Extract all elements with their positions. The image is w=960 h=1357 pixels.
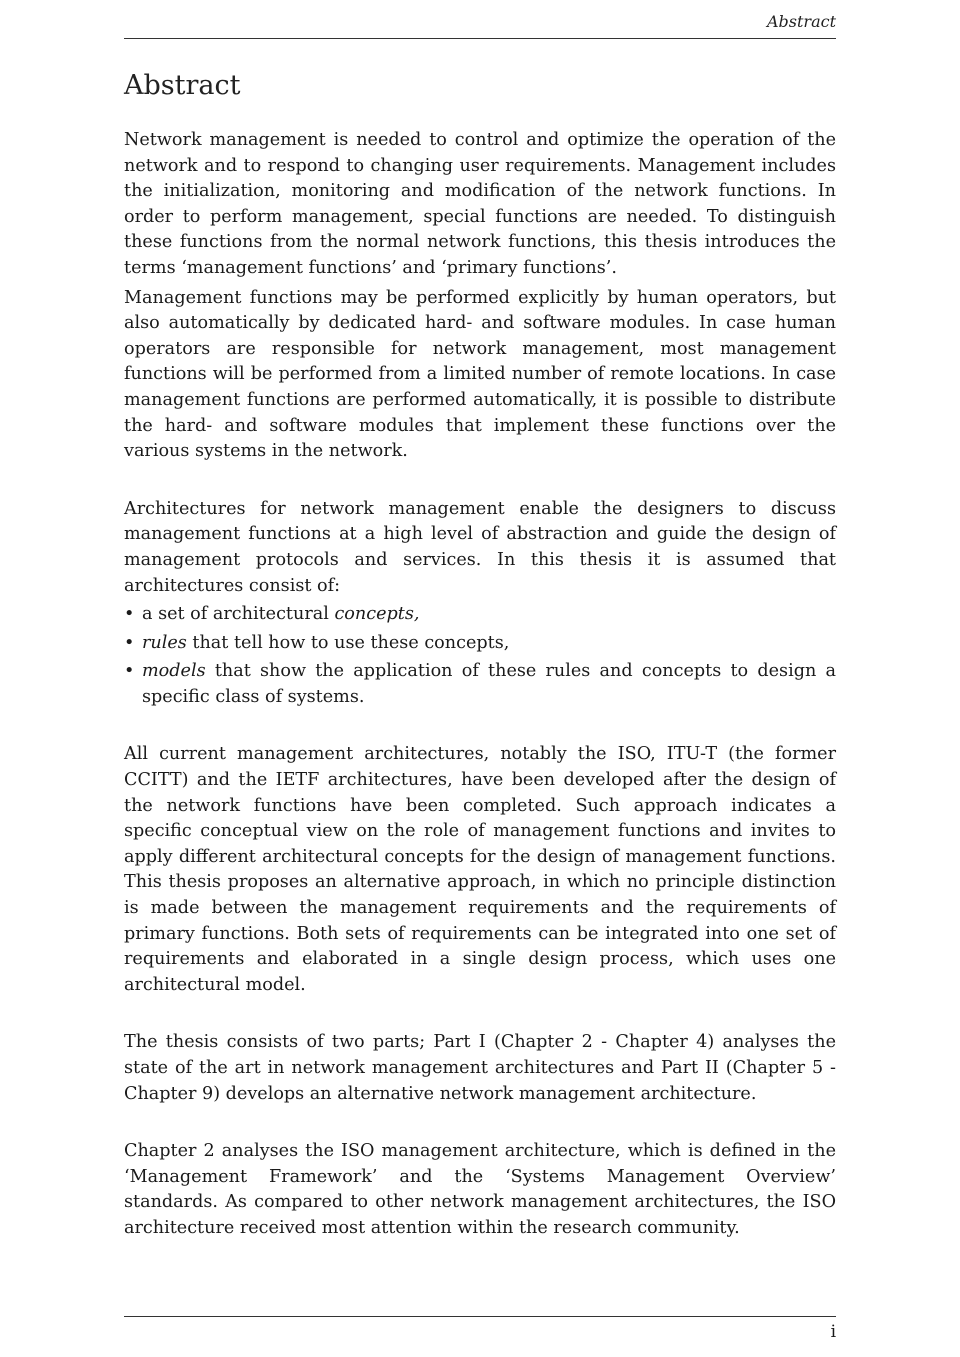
list-item-text: that show the application of these rules and concepts to design a specific class of systems. (142, 661, 836, 707)
page-title: Abstract (124, 70, 241, 101)
bullet: • (124, 632, 135, 653)
paragraph: Architectures for network management enable the designers to discuss management functions at a high level of abstraction and guide the design of management protocols and services. In this thesis it is assumed that architectures consist of: (124, 498, 836, 596)
paragraph: Management functions may be performed explicitly by human operators, but also automatically by dedicated hard- and software modules. In case human operators are responsible for network management, most management functions will be performed from a limited number of remote locations. In case management functions are performed automatically, it is possible to distribute the hard- and software modules that implement these functions over the various systems in the network. (124, 287, 836, 462)
paragraph: The thesis consists of two parts; Part I (Chapter 2 - Chapter 4) analyses the state of the art in network management architectures and Part II (Chapter 5 - Chapter 9) develops an alternative network management architecture. (124, 1032, 836, 1104)
list-item (124, 659, 836, 710)
bullet: • (124, 661, 135, 682)
paragraph: Network management is needed to control and optimize the operation of the network and to respond to changing user requirements. Management includes the initialization, monitoring and modification of the network functions. In order to perform management, special functions are needed. To distinguish these functions from the normal network functions, this thesis introduces the terms ‘management functions’ and ‘primary functions’. (124, 130, 836, 278)
list-item-emphasis: concepts, (334, 604, 420, 625)
paragraph: Chapter 2 analyses the ISO management architecture, which is defined in the ‘Management Framework’ and the ‘Systems Management Overview’ standards. As compared to other network management architectures, the ISO architecture received most attention within the research community. (124, 1141, 836, 1238)
list-item (124, 602, 836, 628)
list-item-text: a set of architectural (142, 604, 335, 625)
header-rule (124, 38, 836, 39)
paragraph: All current management architectures, notably the ISO, ITU-T (the former CCITT) and the IETF architectures, have been developed after the design of the network functions have been completed. Such approach indicates a specific conceptual view on the role of management functions and invites to apply different architectural concepts for the design of management functions. This thesis proposes an alternative approach, in which no principle distinction is made between the management requirements and the requirements of primary functions. Both sets of requirements can be integrated into one set of requirements and elaborated in a single design process, which uses one architectural model. (124, 744, 836, 995)
list-item (124, 631, 836, 657)
footer-rule (124, 1316, 836, 1317)
page-number: i (830, 1322, 836, 1342)
list-item-text: that tell how to use these concepts, (186, 632, 510, 653)
architecture-components-list (124, 602, 836, 710)
list-item-emphasis: rules (142, 632, 187, 653)
abstract-body (124, 128, 836, 1242)
bullet: • (124, 604, 135, 625)
running-header: Abstract (766, 12, 836, 31)
list-item-emphasis: models (142, 661, 206, 682)
